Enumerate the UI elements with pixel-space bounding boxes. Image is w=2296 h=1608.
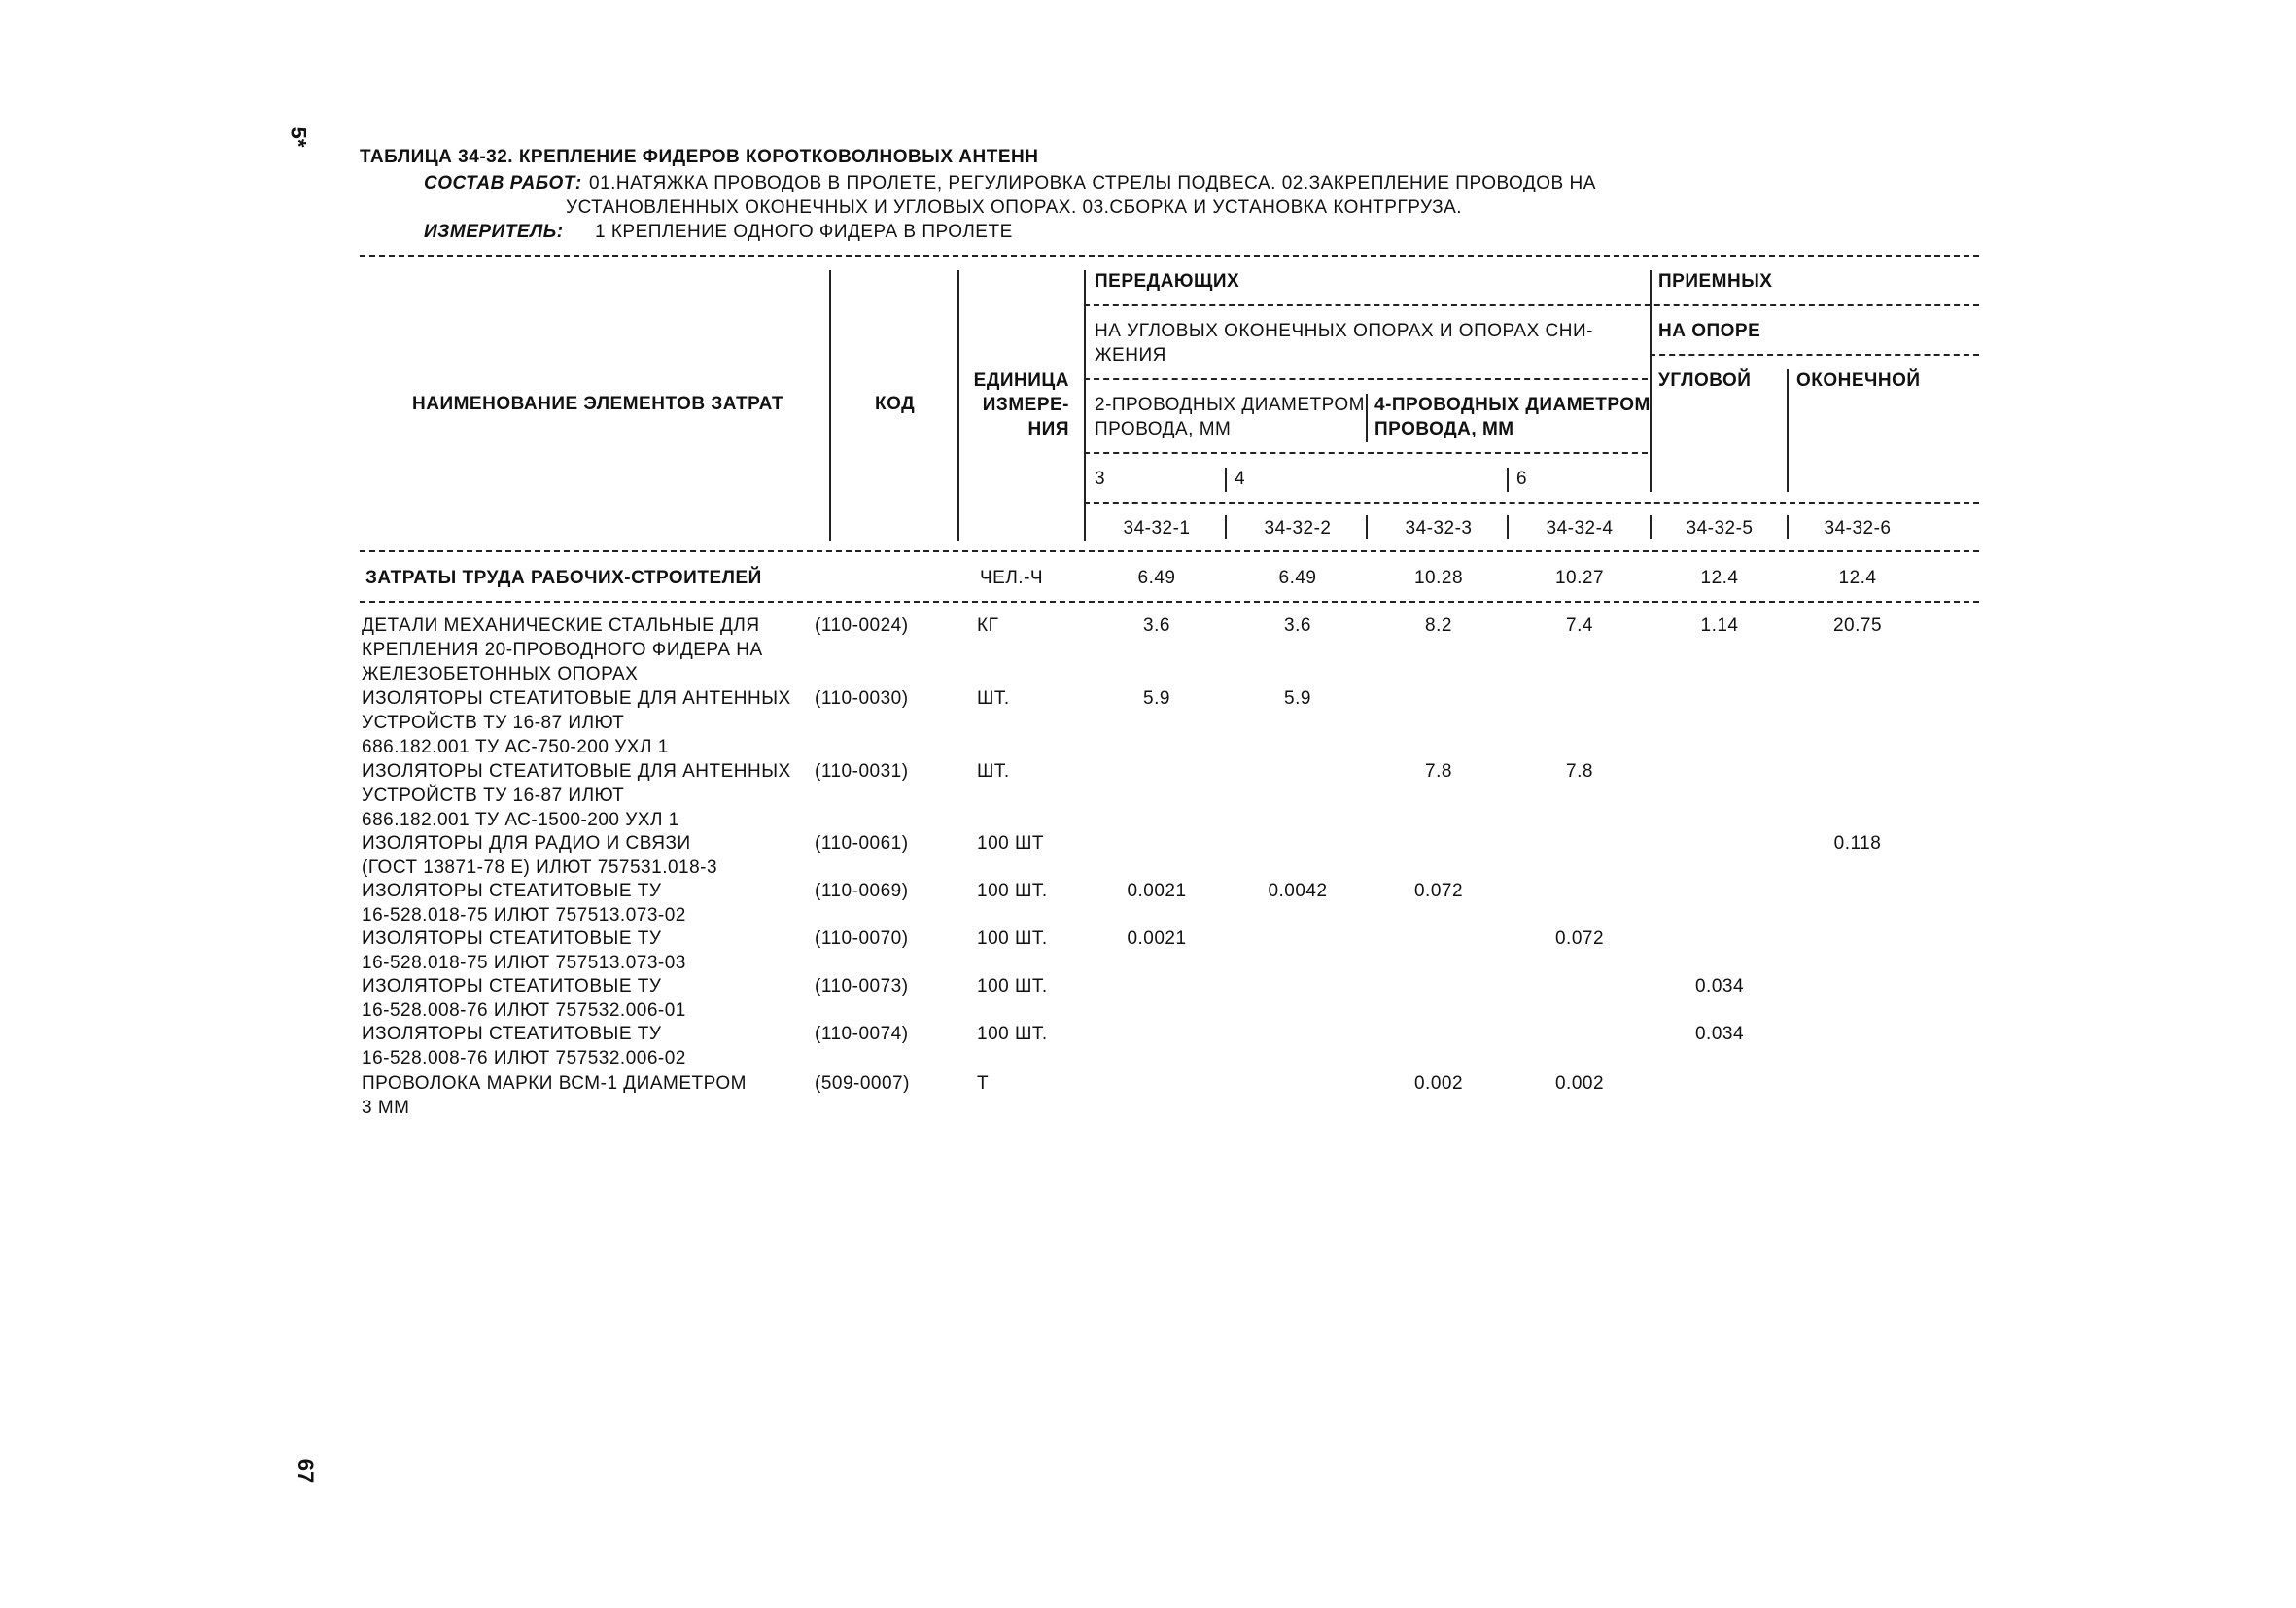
row-value: 7.8 [1566, 761, 1593, 782]
row-value: 20.75 [1832, 615, 1883, 636]
head-na-uglovyh-1: НА УГЛОВЫХ ОКОНЕЧНЫХ ОПОРАХ И ОПОРАХ СНИ- [1095, 321, 1593, 341]
row-value: 7.8 [1425, 761, 1452, 782]
head-four-wire-1: 4-ПРОВОДНЫХ ДИАМЕТРОМ [1374, 395, 1651, 415]
head-na-uglovyh-2: ЖЕНИЯ [1095, 345, 1166, 366]
sostav-label: СОСТАВ РАБОТ: [424, 173, 582, 193]
head-uglovoy: УГЛОВОЙ [1658, 370, 1752, 391]
row-value: 0.118 [1833, 833, 1882, 854]
row-name-line: УСТРОЙСТВ ТУ 16-87 ИЛЮТ [362, 786, 625, 806]
row-unit: 100 ШТ. [977, 881, 1048, 901]
labor-unit: ЧЕЛ.-Ч [980, 568, 1044, 588]
head-four-wire-2: ПРОВОДА, ММ [1374, 419, 1514, 439]
page-number: 67 [294, 1458, 319, 1484]
head-code-1: 34-32-1 [1123, 518, 1191, 539]
head-code-4: 34-32-4 [1546, 518, 1614, 539]
sostav-line-2: УСТАНОВЛЕННЫХ ОКОНЕЧНЫХ И УГЛОВЫХ ОПОРАХ. 03.СБОРКА И УСТАНОВКА КОНТРГРУЗА. [566, 197, 1463, 218]
row-unit: 100 ШТ. [977, 976, 1048, 996]
vsep-code-5-6 [1787, 515, 1789, 539]
row-name-line: 686.182.001 ТУ АС-1500-200 УХЛ 1 [362, 810, 679, 830]
row-value: 0.072 [1554, 928, 1605, 949]
row-name-line: ПРОВОЛОКА МАРКИ ВСМ-1 ДИАМЕТРОМ [362, 1073, 747, 1094]
sheet-mark: 5* [286, 126, 311, 148]
rule-under-groups [1084, 304, 1979, 306]
vsep-d3-d4 [1225, 468, 1227, 492]
head-na-opore: НА ОПОРЕ [1658, 321, 1761, 341]
row-name-line: КРЕПЛЕНИЯ 20-ПРОВОДНОГО ФИДЕРА НА [362, 640, 763, 660]
izmeritel-label: ИЗМЕРИТЕЛЬ: [424, 222, 564, 242]
row-value: 0.072 [1413, 881, 1464, 901]
labor-value-6: 12.4 [1838, 568, 1877, 588]
row-name-line: ДЕТАЛИ МЕХАНИЧЕСКИЕ СТАЛЬНЫЕ ДЛЯ [362, 615, 760, 636]
vsep-code-4-5 [1650, 515, 1652, 539]
rule-under-diam [1084, 452, 1648, 454]
head-okonechnoy: ОКОНЕЧНОЙ [1796, 370, 1921, 391]
row-value: 0.0042 [1268, 881, 1328, 901]
vsep-code-2-3 [1366, 515, 1368, 539]
vsep-pered-priem [1650, 270, 1652, 492]
row-unit: ШТ. [977, 761, 1010, 782]
vsep-unit-groups [1084, 270, 1086, 541]
row-name-line: ИЗОЛЯТОРЫ СТЕАТИТОВЫЕ ТУ [362, 1024, 662, 1044]
labor-value-1: 6.49 [1137, 568, 1176, 588]
labor-value-2: 6.49 [1278, 568, 1317, 588]
head-d4: 4 [1235, 469, 1246, 489]
rule-above-codes [1084, 502, 1979, 504]
labor-value-4: 10.27 [1554, 568, 1605, 588]
labor-value-5: 12.4 [1700, 568, 1739, 588]
row-name-line: УСТРОЙСТВ ТУ 16-87 ИЛЮТ [362, 713, 625, 733]
row-code: (509-0007) [815, 1073, 910, 1094]
row-value: 0.0021 [1127, 928, 1187, 949]
row-name-line: 686.182.001 ТУ АС-750-200 УХЛ 1 [362, 737, 669, 757]
vsep-code-unit [957, 270, 959, 541]
row-name-line: ЖЕЛЕЗОБЕТОННЫХ ОПОРАХ [362, 664, 639, 684]
row-name-line: ИЗОЛЯТОРЫ СТЕАТИТОВЫЕ ДЛЯ АНТЕННЫХ [362, 688, 791, 709]
row-value: 0.034 [1694, 1024, 1745, 1044]
row-code: (110-0069) [815, 881, 909, 901]
head-priemnyh: ПРИЕМНЫХ [1658, 271, 1773, 292]
vsep-code-1-2 [1225, 515, 1227, 539]
row-value: 5.9 [1284, 688, 1311, 709]
izmeritel-value: 1 КРЕПЛЕНИЕ ОДНОГО ФИДЕРА В ПРОЛЕТЕ [595, 222, 1013, 242]
sostav-line-1: 01.НАТЯЖКА ПРОВОДОВ В ПРОЛЕТЕ, РЕГУЛИРОВКА СТРЕЛЫ ПОДВЕСА. 02.ЗАКРЕПЛЕНИЕ ПРОВОДОВ НА [589, 173, 1596, 193]
row-code: (110-0070) [815, 928, 909, 949]
row-name-line: ИЗОЛЯТОРЫ ДЛЯ РАДИО И СВЯЗИ [362, 833, 691, 854]
labor-value-3: 10.28 [1413, 568, 1464, 588]
row-value: 0.002 [1413, 1073, 1464, 1094]
vsep-two-four [1366, 394, 1368, 442]
row-value: 1.14 [1700, 615, 1739, 636]
row-unit: Т [977, 1073, 990, 1094]
head-code-6: 34-32-6 [1824, 518, 1892, 539]
row-name-line: 16-528.008-76 ИЛЮТ 757532.006-02 [362, 1048, 686, 1068]
row-code: (110-0031) [815, 761, 909, 782]
row-name-line: 16-528.018-75 ИЛЮТ 757513.073-02 [362, 905, 686, 926]
rule-head-bottom [360, 550, 1979, 552]
labor-name: ЗАТРАТЫ ТРУДА РАБОЧИХ-СТРОИТЕЛЕЙ [365, 568, 762, 588]
vsep-uglovoy-okon [1787, 369, 1789, 492]
row-name-line: ИЗОЛЯТОРЫ СТЕАТИТОВЫЕ ТУ [362, 881, 662, 901]
head-peredayushchih: ПЕРЕДАЮЩИХ [1095, 271, 1240, 292]
row-name-line: 16-528.008-76 ИЛЮТ 757532.006-01 [362, 1000, 686, 1021]
row-code: (110-0073) [815, 976, 909, 996]
row-unit: 100 ШТ [977, 833, 1044, 854]
row-name-line: 3 ММ [362, 1098, 410, 1118]
vsep-d4-d6 [1507, 468, 1509, 492]
row-value: 5.9 [1143, 688, 1170, 709]
row-value: 3.6 [1284, 615, 1311, 636]
row-value: 0.034 [1694, 976, 1745, 996]
row-name-line: ИЗОЛЯТОРЫ СТЕАТИТОВЫЕ ТУ [362, 976, 662, 996]
head-code: КОД [875, 394, 916, 414]
rule-after-labor [360, 601, 1979, 603]
row-name-line: ИЗОЛЯТОРЫ СТЕАТИТОВЫЕ ДЛЯ АНТЕННЫХ [362, 761, 791, 782]
head-code-2: 34-32-2 [1264, 518, 1332, 539]
row-unit: КГ [977, 615, 999, 636]
vsep-name-code [829, 270, 831, 541]
head-code-5: 34-32-5 [1686, 518, 1754, 539]
row-code: (110-0074) [815, 1024, 909, 1044]
row-unit: ШТ. [977, 688, 1010, 709]
table-title: ТАБЛИЦА 34-32. КРЕПЛЕНИЕ ФИДЕРОВ КОРОТКОВОЛНОВЫХ АНТЕНН [360, 147, 1039, 167]
head-unit-3: НИЯ [1027, 419, 1069, 439]
row-unit: 100 ШТ. [977, 928, 1048, 949]
row-name-line: ИЗОЛЯТОРЫ СТЕАТИТОВЫЕ ТУ [362, 928, 662, 949]
row-code: (110-0061) [815, 833, 909, 854]
rule-under-na-opore [1650, 354, 1979, 356]
row-name-line: (ГОСТ 13871-78 Е) ИЛЮТ 757531.018-3 [362, 857, 718, 878]
head-d6: 6 [1516, 469, 1528, 489]
row-name-line: 16-528.018-75 ИЛЮТ 757513.073-03 [362, 953, 686, 973]
row-code: (110-0024) [815, 615, 909, 636]
head-name: НАИМЕНОВАНИЕ ЭЛЕМЕНТОВ ЗАТРАТ [412, 394, 784, 414]
head-d3: 3 [1095, 469, 1106, 489]
rule-top [360, 255, 1979, 257]
row-value: 8.2 [1425, 615, 1452, 636]
row-value: 0.0021 [1127, 881, 1187, 901]
row-value: 3.6 [1143, 615, 1170, 636]
rule-under-na-uglovyh [1084, 378, 1648, 380]
head-unit-2: ИЗМЕРЕ- [982, 395, 1069, 415]
row-code: (110-0030) [815, 688, 909, 709]
row-unit: 100 ШТ. [977, 1024, 1048, 1044]
row-value: 0.002 [1554, 1073, 1605, 1094]
head-code-3: 34-32-3 [1405, 518, 1473, 539]
vsep-code-3-4 [1507, 515, 1509, 539]
head-two-wire-2: ПРОВОДА, ММ [1095, 419, 1232, 439]
row-value: 7.4 [1566, 615, 1593, 636]
head-two-wire-1: 2-ПРОВОДНЫХ ДИАМЕТРОМ [1095, 395, 1366, 415]
head-unit-1: ЕДИНИЦА [973, 370, 1069, 391]
